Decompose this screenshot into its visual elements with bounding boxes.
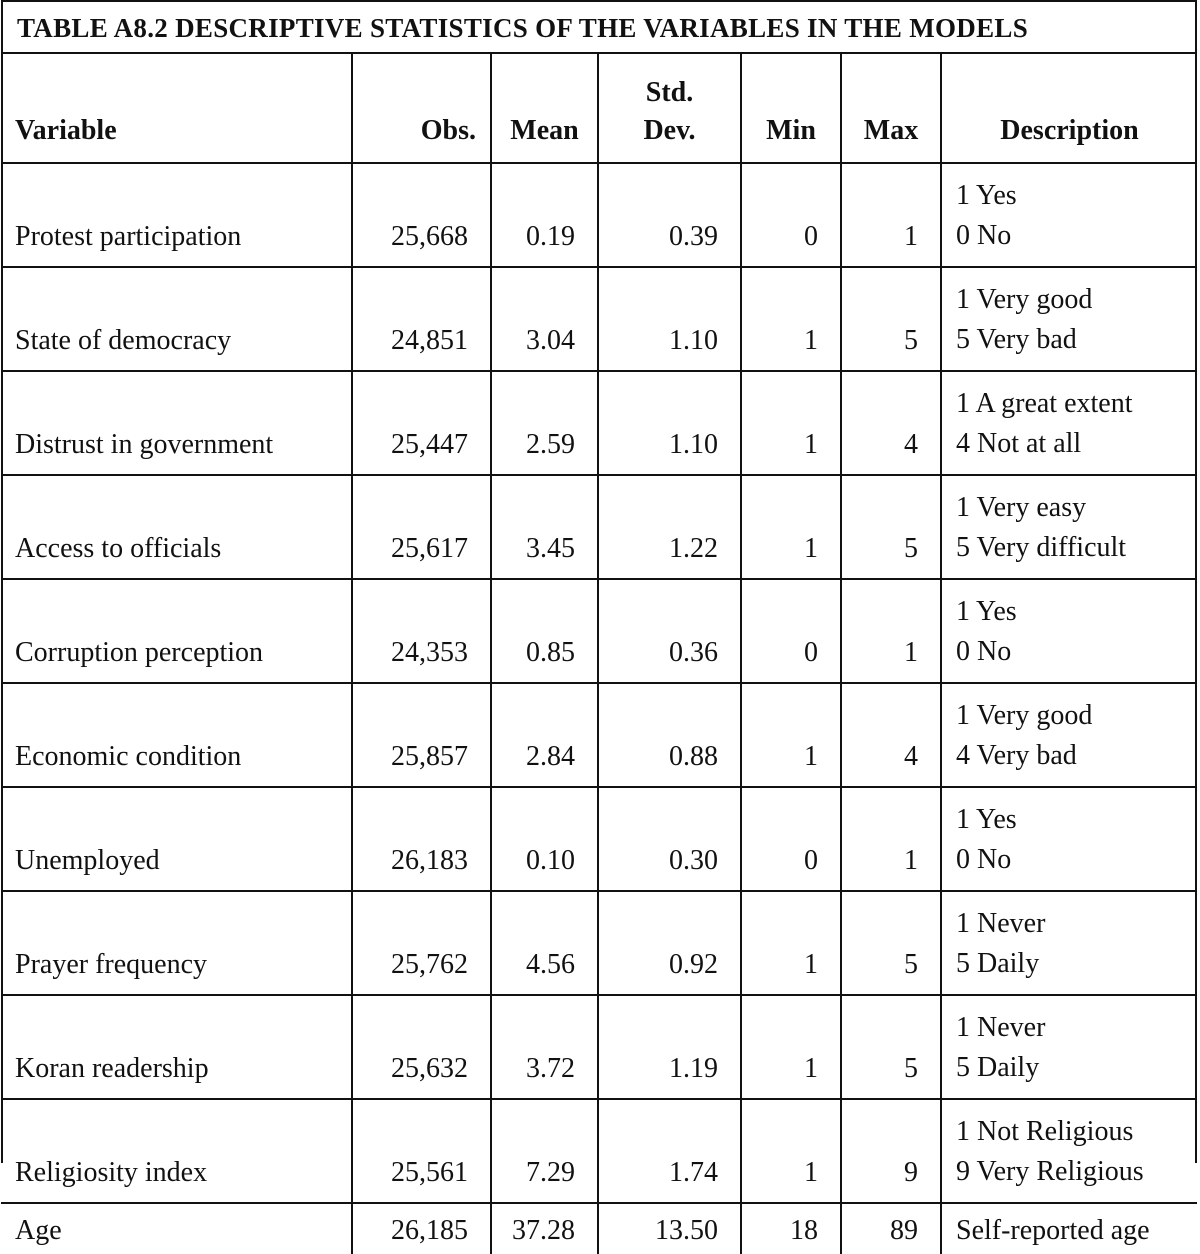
cell-min: 0	[741, 579, 841, 683]
cell-variable: Corruption perception	[1, 579, 352, 683]
cell-max: 9	[841, 1099, 941, 1203]
cell-description	[941, 995, 1197, 1099]
cell-std-dev: 0.30	[598, 787, 741, 891]
cell-mean: 3.45	[491, 475, 598, 579]
cell-variable: Access to officials	[1, 475, 352, 579]
cell-max: 5	[841, 475, 941, 579]
header-variable: Variable	[1, 54, 352, 163]
cell-max: 5	[841, 995, 941, 1099]
cell-std-dev: 13.50	[598, 1203, 741, 1254]
descriptive-statistics-table	[1, 54, 1197, 1254]
description-line: 5 Daily	[956, 948, 1040, 979]
cell-min: 1	[741, 683, 841, 787]
cell-variable: Distrust in government	[1, 371, 352, 475]
cell-std-dev: 1.19	[598, 995, 741, 1099]
cell-obs: 25,762	[352, 891, 491, 995]
cell-variable: Economic condition	[1, 683, 352, 787]
cell-min: 0	[741, 787, 841, 891]
cell-description	[941, 163, 1197, 267]
cell-min: 1	[741, 475, 841, 579]
table-body	[1, 163, 1197, 1254]
cell-std-dev: 1.22	[598, 475, 741, 579]
cell-variable: Prayer frequency	[1, 891, 352, 995]
cell-min: 1	[741, 995, 841, 1099]
cell-max: 5	[841, 267, 941, 371]
header-max: Max	[841, 54, 941, 163]
cell-max: 1	[841, 787, 941, 891]
cell-description	[941, 787, 1197, 891]
table-row	[1, 475, 1197, 579]
description-line: 9 Very Religious	[956, 1156, 1144, 1187]
cell-obs: 25,617	[352, 475, 491, 579]
cell-std-dev: 0.92	[598, 891, 741, 995]
description-line: 1 Not Religious	[956, 1116, 1134, 1147]
description-line: 1 Very good	[956, 700, 1093, 731]
cell-std-dev: 1.10	[598, 371, 741, 475]
table-row	[1, 371, 1197, 475]
header-mean: Mean	[491, 54, 598, 163]
cell-obs: 25,447	[352, 371, 491, 475]
header-obs: Obs.	[352, 54, 491, 163]
description-line: 1 Never	[956, 1012, 1046, 1043]
cell-min: 1	[741, 267, 841, 371]
table-row	[1, 787, 1197, 891]
cell-max: 4	[841, 683, 941, 787]
header-std-dev-line2: Dev.	[643, 115, 696, 146]
table-row	[1, 891, 1197, 995]
header-row	[1, 54, 1197, 163]
cell-min: 1	[741, 891, 841, 995]
cell-std-dev: 0.39	[598, 163, 741, 267]
cell-description	[941, 1099, 1197, 1203]
cell-description	[941, 267, 1197, 371]
description-line: 5 Very bad	[956, 324, 1077, 355]
description-line: 0 No	[956, 844, 1012, 875]
cell-mean: 2.84	[491, 683, 598, 787]
description-line: 0 No	[956, 220, 1012, 251]
cell-min: 0	[741, 163, 841, 267]
cell-variable: Unemployed	[1, 787, 352, 891]
cell-obs: 25,857	[352, 683, 491, 787]
cell-variable: Age	[1, 1203, 352, 1254]
description-line: 1 Yes	[956, 804, 1017, 835]
cell-variable: Koran readership	[1, 995, 352, 1099]
table-row	[1, 267, 1197, 371]
cell-description	[941, 371, 1197, 475]
header-description: Description	[941, 54, 1197, 163]
table-row	[1, 163, 1197, 267]
cell-variable: Protest participation	[1, 163, 352, 267]
cell-obs: 25,561	[352, 1099, 491, 1203]
cell-mean: 0.10	[491, 787, 598, 891]
description-line: 1 Yes	[956, 596, 1017, 627]
table-title: TABLE A8.2 DESCRIPTIVE STATISTICS OF THE VARIABLES IN THE MODELS	[3, 2, 1195, 54]
cell-description	[941, 1203, 1197, 1254]
table-row	[1, 1203, 1197, 1254]
cell-max: 1	[841, 579, 941, 683]
table-row	[1, 995, 1197, 1099]
table-row	[1, 1099, 1197, 1203]
description-line: 1 Never	[956, 908, 1046, 939]
description-line: 1 Very easy	[956, 492, 1087, 523]
cell-max: 1	[841, 163, 941, 267]
description-line: 5 Daily	[956, 1052, 1040, 1083]
cell-max: 89	[841, 1203, 941, 1254]
cell-obs: 24,851	[352, 267, 491, 371]
header-std-dev-line1: Std.	[645, 77, 694, 108]
description-line: 1 Very good	[956, 284, 1093, 315]
cell-mean: 37.28	[491, 1203, 598, 1254]
cell-min: 1	[741, 371, 841, 475]
cell-std-dev: 0.36	[598, 579, 741, 683]
header-std-dev	[598, 54, 741, 163]
description-line: 0 No	[956, 636, 1012, 667]
cell-obs: 26,183	[352, 787, 491, 891]
header-min: Min	[741, 54, 841, 163]
description-line: Self-reported age	[956, 1215, 1150, 1246]
cell-mean: 0.85	[491, 579, 598, 683]
cell-max: 4	[841, 371, 941, 475]
cell-min: 1	[741, 1099, 841, 1203]
description-line: 1 A great extent	[956, 388, 1133, 419]
cell-mean: 4.56	[491, 891, 598, 995]
cell-std-dev: 1.74	[598, 1099, 741, 1203]
table-row	[1, 579, 1197, 683]
cell-obs: 25,632	[352, 995, 491, 1099]
cell-mean: 3.72	[491, 995, 598, 1099]
description-line: 1 Yes	[956, 180, 1017, 211]
cell-mean: 0.19	[491, 163, 598, 267]
cell-description	[941, 891, 1197, 995]
description-line: 5 Very difficult	[956, 532, 1127, 563]
table-frame	[1, 0, 1197, 1246]
cell-mean: 2.59	[491, 371, 598, 475]
cell-description	[941, 579, 1197, 683]
cell-std-dev: 1.10	[598, 267, 741, 371]
cell-variable: State of democracy	[1, 267, 352, 371]
cell-description	[941, 683, 1197, 787]
table-row	[1, 683, 1197, 787]
cell-obs: 24,353	[352, 579, 491, 683]
cell-obs: 26,185	[352, 1203, 491, 1254]
cell-mean: 7.29	[491, 1099, 598, 1203]
cell-std-dev: 0.88	[598, 683, 741, 787]
cell-variable: Religiosity index	[1, 1099, 352, 1203]
cell-min: 18	[741, 1203, 841, 1254]
cell-description	[941, 475, 1197, 579]
description-line: 4 Not at all	[956, 428, 1082, 459]
cell-obs: 25,668	[352, 163, 491, 267]
cell-max: 5	[841, 891, 941, 995]
cell-mean: 3.04	[491, 267, 598, 371]
description-line: 4 Very bad	[956, 740, 1077, 771]
